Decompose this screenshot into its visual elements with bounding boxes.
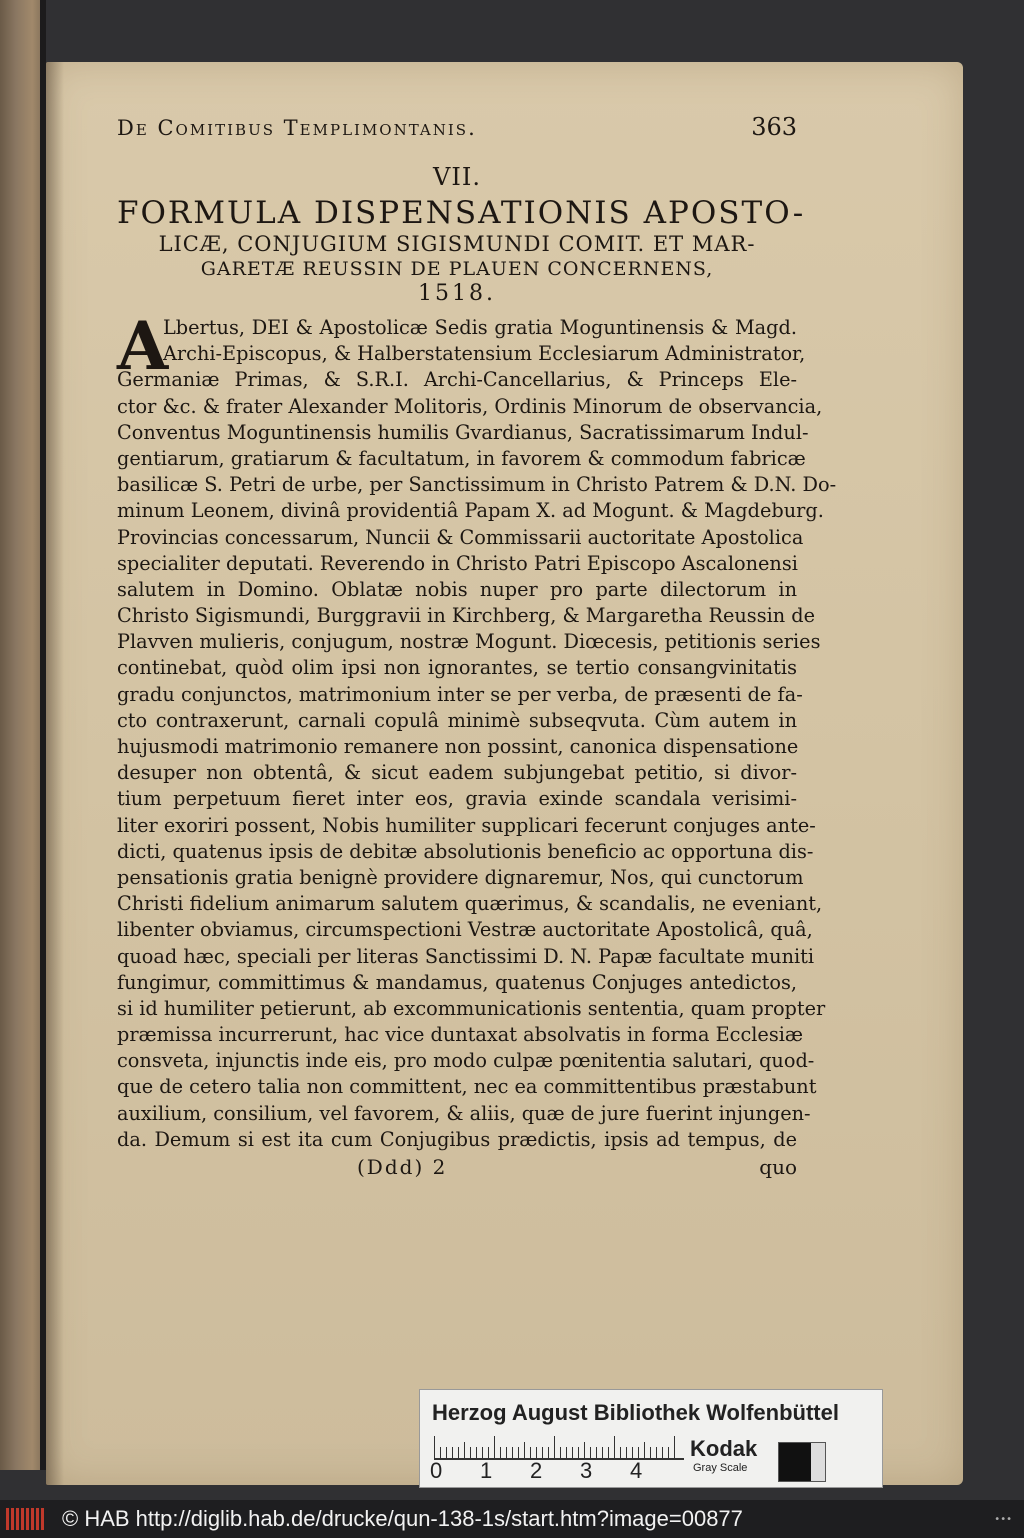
- running-head-title: De Comitibus Templimontanis.: [117, 116, 477, 140]
- section-number: VII.: [433, 163, 481, 191]
- ruler-number: 2: [530, 1458, 543, 1483]
- ruler-tick: [662, 1447, 663, 1458]
- ruler-tick: [470, 1447, 471, 1458]
- ruler-tick: [512, 1447, 513, 1458]
- text-line: minum Leonem, divinâ providentiâ Papam X. ad Mogunt. & Magdeburg.: [117, 499, 824, 523]
- more-icon[interactable]: •••: [994, 1514, 1012, 1525]
- gray-patch: [778, 1442, 826, 1482]
- heading-line-3: GARETÆ REUSSIN DE PLAUEN CONCERNENS,: [200, 258, 714, 280]
- ruler-tick: [566, 1447, 567, 1458]
- viewer-status-bar: [0, 1500, 1024, 1538]
- ruler-tick: [482, 1447, 483, 1458]
- ruler-tick: [632, 1447, 633, 1458]
- heading-line-1: FORMULA DISPENSATIONIS APOSTO-: [117, 195, 806, 231]
- heading-line-2: LICÆ, CONJUGIUM SIGISMUNDI COMIT. ET MAR-: [158, 232, 756, 256]
- ruler-numbers: [430, 1458, 680, 1484]
- text-line: si id humiliter petierunt, ab excommunicationis sententia, quam propter: [117, 996, 826, 1020]
- ruler-tick: [620, 1447, 621, 1458]
- ruler-tick: [464, 1442, 465, 1458]
- ruler-tick: [458, 1447, 459, 1458]
- text-line: desuper non obtentâ, & sicut eadem subjungebat petitio, si divor-: [117, 761, 797, 785]
- text-line: dicti, quatenus ipsis de debitæ absolutionis beneficio ac opportuna dis-: [117, 839, 814, 863]
- ruler-tick: [452, 1447, 453, 1458]
- gray-scale-label: Gray Scale: [693, 1462, 748, 1474]
- text-line: Archi-Episcopus, & Halberstatensium Ecclesiarum Administrator,: [163, 342, 806, 366]
- ruler-tick: [500, 1447, 501, 1458]
- text-line: continebat, quòd olim ipsi non ignorantes, se tertio consangvinitatis: [117, 656, 797, 680]
- text-line: Conventus Moguntinensis humilis Gvardianus, Sacratissimarum Indul-: [117, 420, 809, 444]
- ruler-tick: [644, 1442, 645, 1458]
- ruler-tick: [506, 1447, 507, 1458]
- text-line: cto contraxerunt, carnali copulâ minimè subseqvuta. Cùm autem in: [117, 708, 797, 732]
- ruler-tick: [446, 1447, 447, 1458]
- facing-page-edge: [0, 0, 46, 1470]
- text-line: Germaniæ Primas, & S.R.I. Archi-Cancellarius, & Princeps Ele-: [117, 368, 797, 392]
- ruler-tick: [590, 1447, 591, 1458]
- ruler-number: 1: [480, 1458, 493, 1483]
- ruler-tick: [554, 1436, 555, 1458]
- text-line: libenter obviamus, circumspectioni Vestræ auctoritate Apostolicâ, quâ,: [117, 918, 813, 942]
- text-line: gentiarum, gratiarum & facultatum, in favorem & commodum fabricæ: [117, 446, 806, 470]
- heading-year: 1518.: [418, 281, 496, 306]
- text-line: basilicæ S. Petri de urbe, per Sanctissimum in Christo Patrem & D.N. Do-: [117, 473, 837, 497]
- ruler-number: 4: [630, 1458, 643, 1483]
- ruler-tick: [608, 1447, 609, 1458]
- ruler-tick: [488, 1447, 489, 1458]
- page-footer: [117, 1155, 797, 1183]
- text-line: salutem in Domino. Oblatæ nobis nuper pro parte dilectorum in: [117, 577, 797, 601]
- color-calibration-target: [419, 1389, 883, 1488]
- text-line: tium perpetuum fieret inter eos, gravia exinde scandala verisimi-: [117, 787, 797, 811]
- ruler-tick: [524, 1442, 525, 1458]
- text-line: liter exoriri possent, Nobis humiliter supplicari fecerunt conjuges ante-: [117, 813, 816, 837]
- ruler-tick: [440, 1447, 441, 1458]
- catchword: quo: [759, 1155, 797, 1179]
- text-line: gradu conjunctos, matrimonium inter se per verba, de præsenti de fa-: [117, 682, 803, 706]
- ruler-tick: [542, 1447, 543, 1458]
- ruler-tick: [572, 1447, 573, 1458]
- text-line: specialiter deputati. Reverendo in Christo Patri Episcopo Ascalonensi: [117, 551, 798, 575]
- ruler-tick: [536, 1447, 537, 1458]
- text-line: ctor &c. & frater Alexander Molitoris, Ordinis Minorum de observancia,: [117, 394, 823, 418]
- print-area: [117, 113, 837, 1183]
- running-head: [117, 113, 797, 145]
- text-line: Provincias concessarum, Nuncii & Commissarii auctoritate Apostolica: [117, 525, 804, 549]
- ruler-tick: [494, 1436, 495, 1458]
- ruler-tick: [584, 1442, 585, 1458]
- text-line: Plavven mulieris, conjugum, nostræ Mogunt. Diœcesis, petitionis series: [117, 630, 821, 654]
- text-line: da. Demum si est ita cum Conjugibus prædictis, ipsis ad tempus, de: [117, 1127, 797, 1151]
- ruler-tick: [602, 1447, 603, 1458]
- hab-logo-icon: [6, 1508, 44, 1530]
- ruler-tick: [578, 1447, 579, 1458]
- text-line: pensationis gratia benignè providere dignaremur, Nos, qui cunctorum: [117, 865, 804, 889]
- ruler-tick: [518, 1447, 519, 1458]
- text-line: Christi fidelium animarum salutem quærimus, & scandalis, ne eveniant,: [117, 892, 823, 916]
- text-line: quoad hæc, speciali per literas Sanctissimi D. N. Papæ facultate muniti: [117, 944, 815, 968]
- ruler-tick: [434, 1436, 435, 1458]
- ruler-tick: [626, 1447, 627, 1458]
- text-line: auxilium, consilium, vel favorem, & aliis, quæ de jure fuerint injungen-: [117, 1101, 811, 1125]
- text-line: consveta, injunctis inde eis, pro modo culpæ pœnitentia salutari, quod-: [117, 1049, 815, 1073]
- text-line: que de cetero talia non committent, nec ea committentibus præstabunt: [117, 1075, 817, 1099]
- ruler-tick: [476, 1447, 477, 1458]
- ruler-tick: [668, 1447, 669, 1458]
- body-text: [117, 307, 837, 1153]
- text-line: fungimur, committimus & mandamus, quatenus Conjuges antedictos,: [117, 970, 797, 994]
- ruler-tick: [560, 1447, 561, 1458]
- signature-mark: (Ddd) 2: [357, 1155, 448, 1179]
- page-number: 363: [751, 113, 797, 141]
- ruler-tick: [638, 1447, 639, 1458]
- ruler-tick: [530, 1447, 531, 1458]
- ruler-tick: [650, 1447, 651, 1458]
- drop-capital: A: [117, 307, 169, 385]
- ruler-tick: [656, 1447, 657, 1458]
- ruler-number: 0: [430, 1458, 443, 1483]
- ruler-tick: [614, 1436, 615, 1458]
- text-line: hujusmodi matrimonio remanere non possint, canonica dispensatione: [117, 735, 799, 758]
- text-line: præmissa incurrerunt, hac vice duntaxat absolvatis in forma Ecclesiæ: [117, 1023, 804, 1047]
- ruler-tick: [674, 1436, 675, 1458]
- kodak-logo: Kodak: [690, 1436, 758, 1461]
- scale-ruler: [434, 1436, 684, 1460]
- ruler-number: 3: [580, 1458, 593, 1483]
- text-line: Christo Sigismundi, Burggravii in Kirchberg, & Margaretha Reussin de: [117, 604, 816, 628]
- source-url[interactable]: © HAB http://diglib.hab.de/drucke/qun-138-1s/start.htm?image=00877: [62, 1506, 743, 1531]
- library-label: Herzog August Bibliothek Wolfenbüttel: [432, 1400, 839, 1425]
- ruler-tick: [548, 1447, 549, 1458]
- ruler-tick: [596, 1447, 597, 1458]
- text-line: Lbertus, DEI & Apostolicæ Sedis gratia Moguntinensis & Magd.: [163, 316, 797, 339]
